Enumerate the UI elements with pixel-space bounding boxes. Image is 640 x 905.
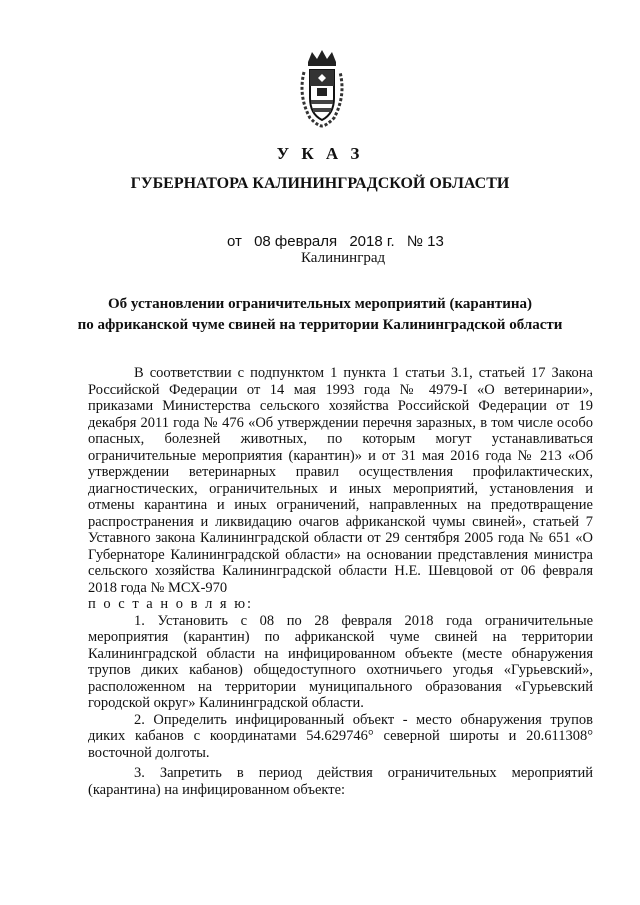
heading-line-2: по африканской чуме свиней на территории Калининградской области <box>77 317 563 333</box>
decree-issuer: ГУБЕРНАТОРА КАЛИНИНГРАДСКОЙ ОБЛАСТИ <box>130 175 510 192</box>
decree-date: 08 февраля <box>254 233 338 250</box>
item-2-paragraph: 2. Определить инфицированный объект - место обнаружения трупов диких кабанов с координатами 54.629746° северной широты и 20.611308° восточной долготы. <box>88 711 593 761</box>
heading-line-1: Об установлении ограничительных мероприятий (карантина) <box>107 296 532 312</box>
decree-body <box>88 365 593 798</box>
preamble-paragraph: В соответствии с подпунктом 1 пункта 1 статьи 3.1, статьей 17 Закона Российской Федерации от 14 мая 1993 года № 4979-I «О ветеринарии», приказами Министерства сельского хозяйства Российской Федерации от 19 декабря 2011 года № 476 «Об утверждении перечня заразных, в том числе особо опасных, болезней животных, по которым могут устанавливаться ограничительные мероприятия (карантин)» и от 31 мая 2016 года № 213 «Об утверждении ветеринарных правил осуществления профилактических, диагностических, ограничительных и иных мероприятий, установления и отмены карантина и иных ограничений, направленных на предотвращение распространения и ликвидацию очагов африканской чумы свиней», статьей 7 Уставного закона Калининградской области от 29 сентября 2005 года № 651 «О Губернаторе Калининградской области» на основании представления министра сельского хозяйства Калининградской области Н.Е. Шевцовой от 06 февраля 2018 года № МСХ-970 <box>88 365 593 596</box>
decree-word: п о с т а н о в л я ю: <box>88 596 254 612</box>
item-1-paragraph: 1. Установить с 08 по 28 февраля 2018 года ограничительные мероприятия (карантин) по африканской чуме свиней на территории Калининградской области на инфицированном объекте (месте обнаружения трупов диких кабанов) общедоступного охотничьего угодья «Гурьевский», расположенном на территории муниципального образования «Гурьевский городской округ» Калининградской области. <box>88 612 593 711</box>
decree-heading <box>60 294 580 336</box>
decree-number: 13 <box>427 233 444 250</box>
kaliningrad-coat-of-arms-icon <box>298 48 346 128</box>
number-label: № <box>406 233 423 250</box>
decree-city: Калининград <box>301 250 386 266</box>
decree-year: 2018 г. <box>349 233 395 250</box>
item-3-paragraph: 3. Запретить в период действия ограничительных мероприятий (карантина) на инфицированном объекте: <box>88 765 593 798</box>
decree-title: У К А З <box>276 144 364 163</box>
decree-date-line <box>227 233 444 250</box>
date-prefix: от <box>227 233 242 250</box>
